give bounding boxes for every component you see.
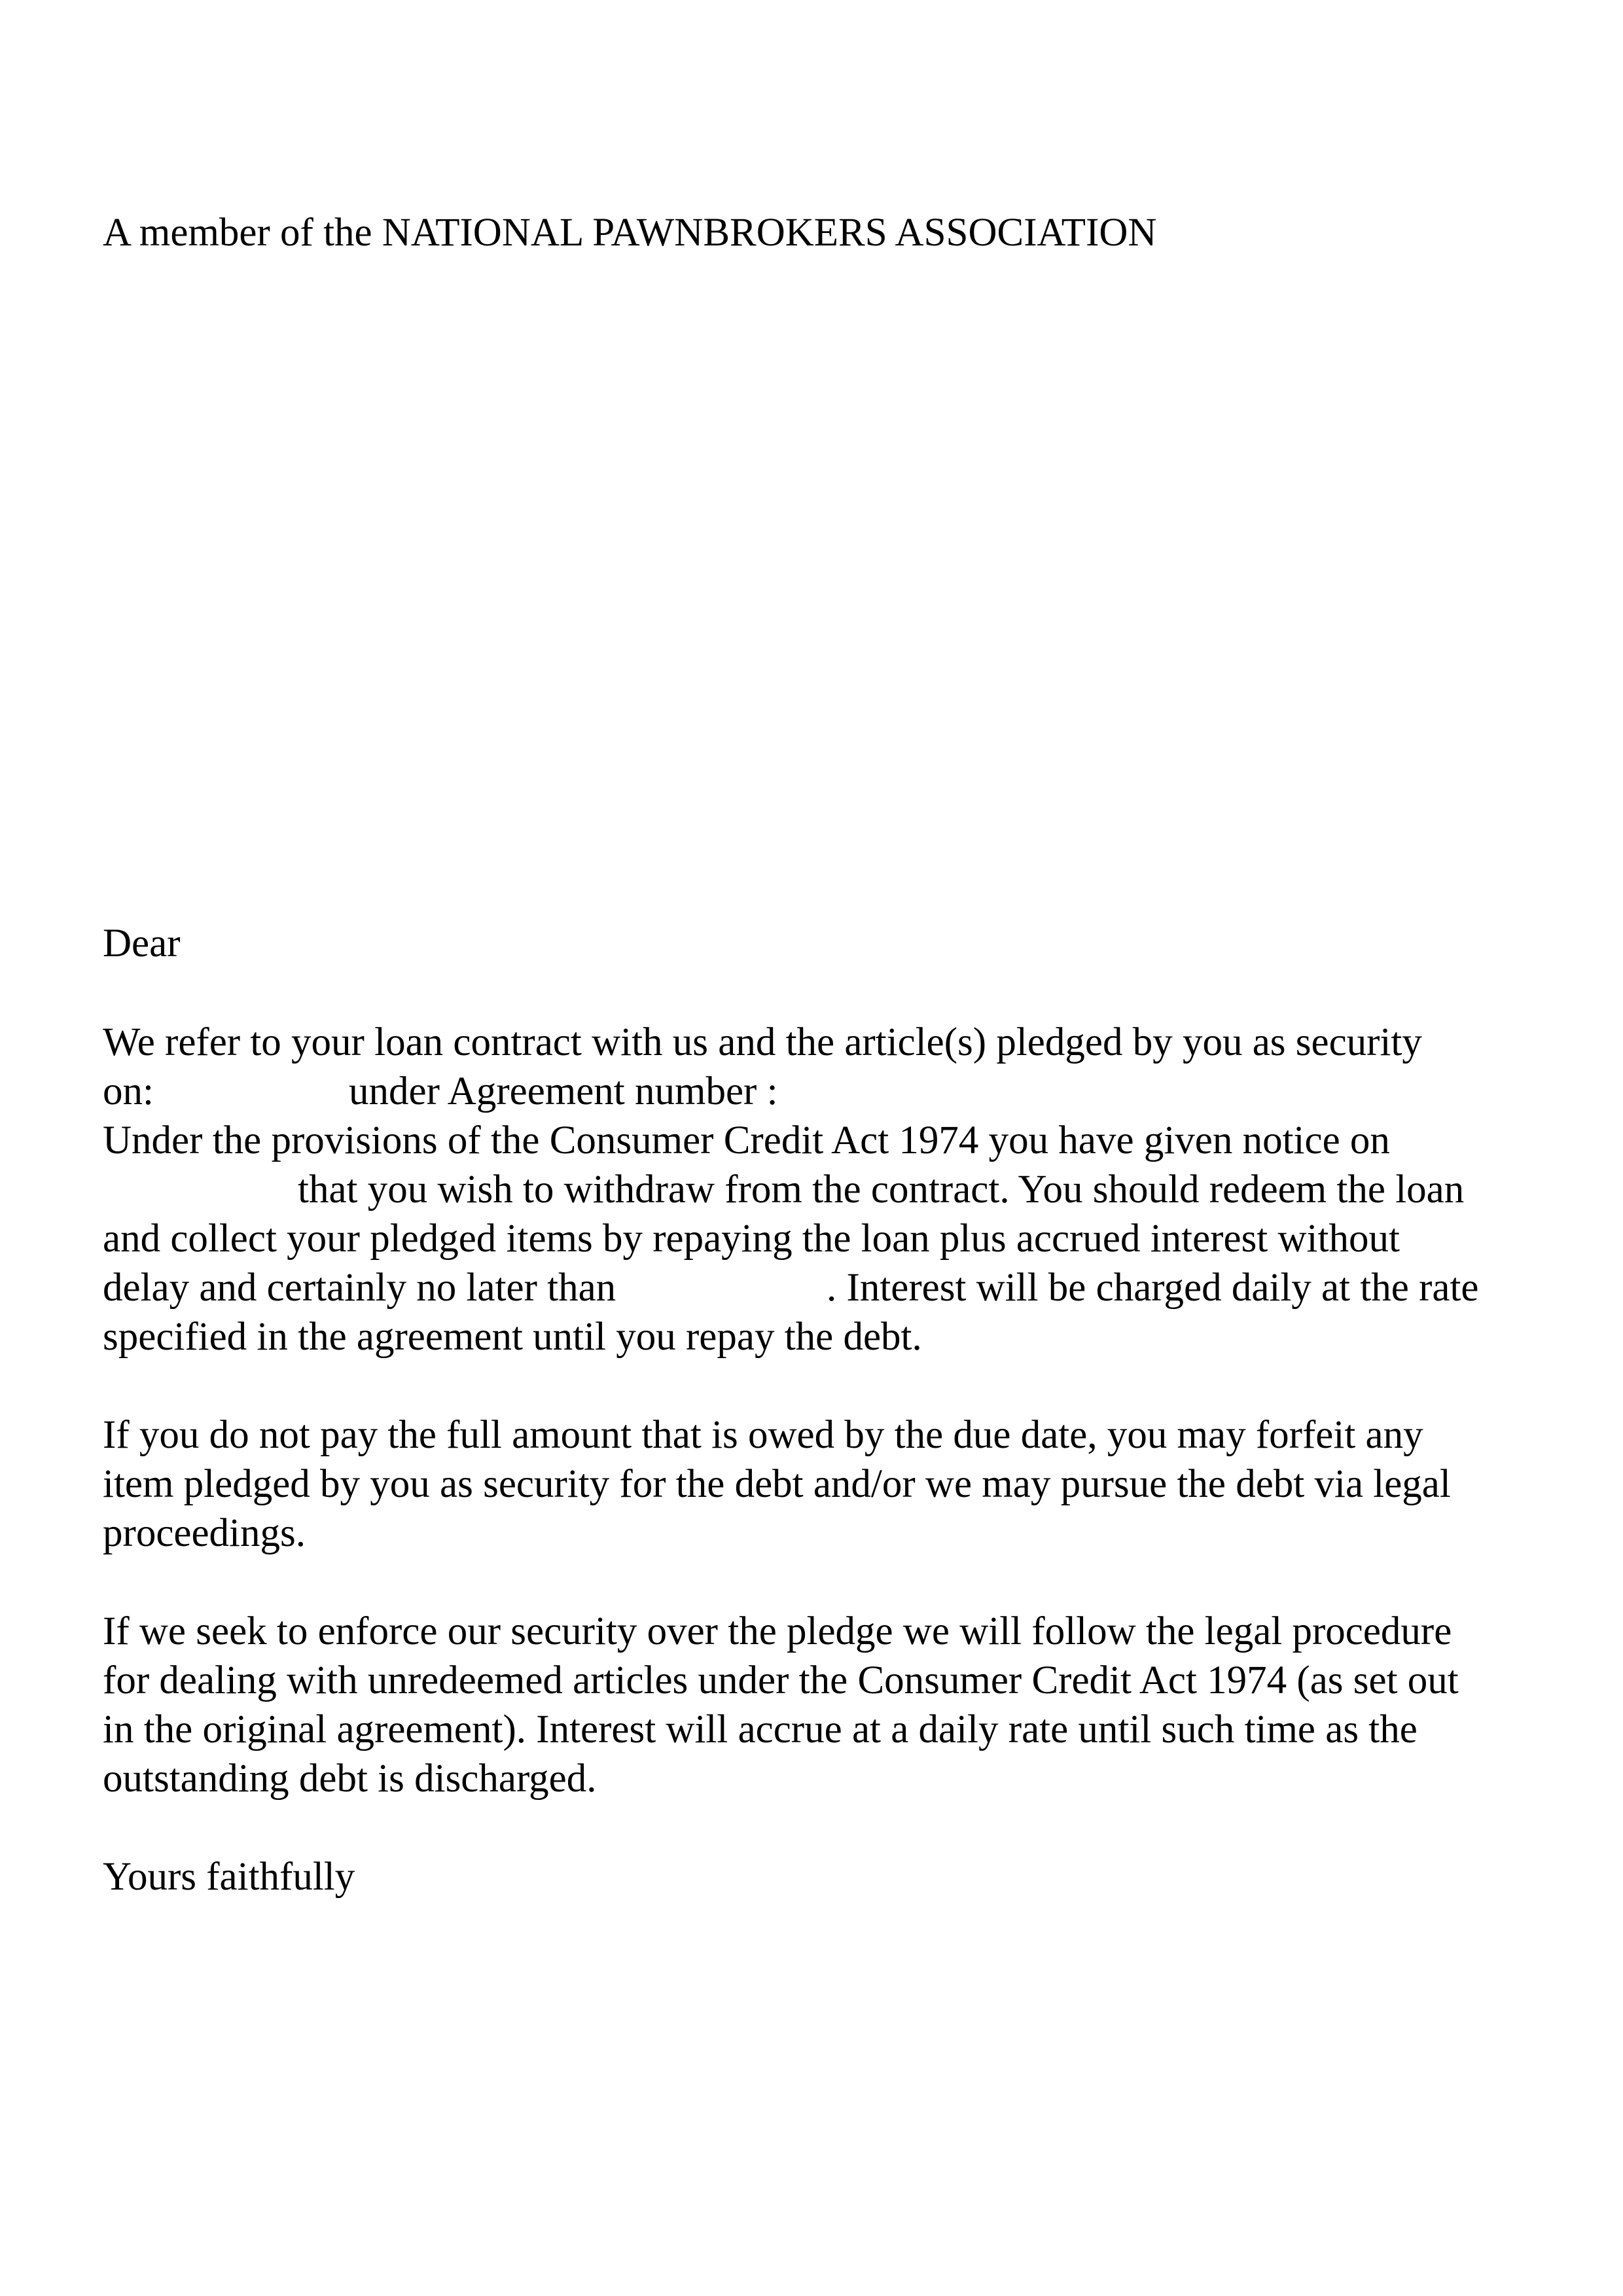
paragraph-1-line-3: Under the provisions of the Consumer Credit Act 1974 you have given notice on bbox=[103, 1119, 1390, 1162]
paragraph-1-line-2b: under Agreement number : bbox=[349, 1069, 778, 1113]
paragraph-1-line-2a: on: bbox=[103, 1069, 154, 1113]
paragraph-2-line-2: item pledged by you as security for the debt and/or we may pursue the debt via legal bbox=[103, 1462, 1451, 1506]
paragraph-3-line-3: in the original agreement). Interest will accrue at a daily rate until such time as the bbox=[103, 1708, 1418, 1751]
association-member-line: A member of the NATIONAL PAWNBROKERS ASSOCIATION bbox=[103, 211, 1157, 255]
paragraph-1-line-5: and collect your pledged items by repaying the loan plus accrued interest without bbox=[103, 1217, 1400, 1261]
paragraph-1-line-7: specified in the agreement until you repay the debt. bbox=[103, 1315, 922, 1359]
paragraph-1-line-1: We refer to your loan contract with us and the article(s) pledged by you as security bbox=[103, 1020, 1422, 1064]
paragraph-1-line-6b: . Interest will be charged daily at the rate bbox=[827, 1266, 1479, 1310]
paragraph-1-line-4: that you wish to withdraw from the contract. You should redeem the loan bbox=[298, 1168, 1465, 1211]
salutation: Dear bbox=[103, 922, 181, 965]
paragraph-3-line-1: If we seek to enforce our security over the pledge we will follow the legal procedure bbox=[103, 1609, 1452, 1653]
paragraph-2-line-1: If you do not pay the full amount that is owed by the due date, you may forfeit any bbox=[103, 1413, 1423, 1457]
paragraph-1-line-6a: delay and certainly no later than bbox=[103, 1266, 616, 1310]
paragraph-3-line-4: outstanding debt is discharged. bbox=[103, 1757, 597, 1801]
paragraph-3-line-2: for dealing with unredeemed articles under the Consumer Credit Act 1974 (as set out bbox=[103, 1659, 1459, 1702]
closing: Yours faithfully bbox=[103, 1855, 355, 1899]
paragraph-2-line-3: proceedings. bbox=[103, 1511, 306, 1555]
